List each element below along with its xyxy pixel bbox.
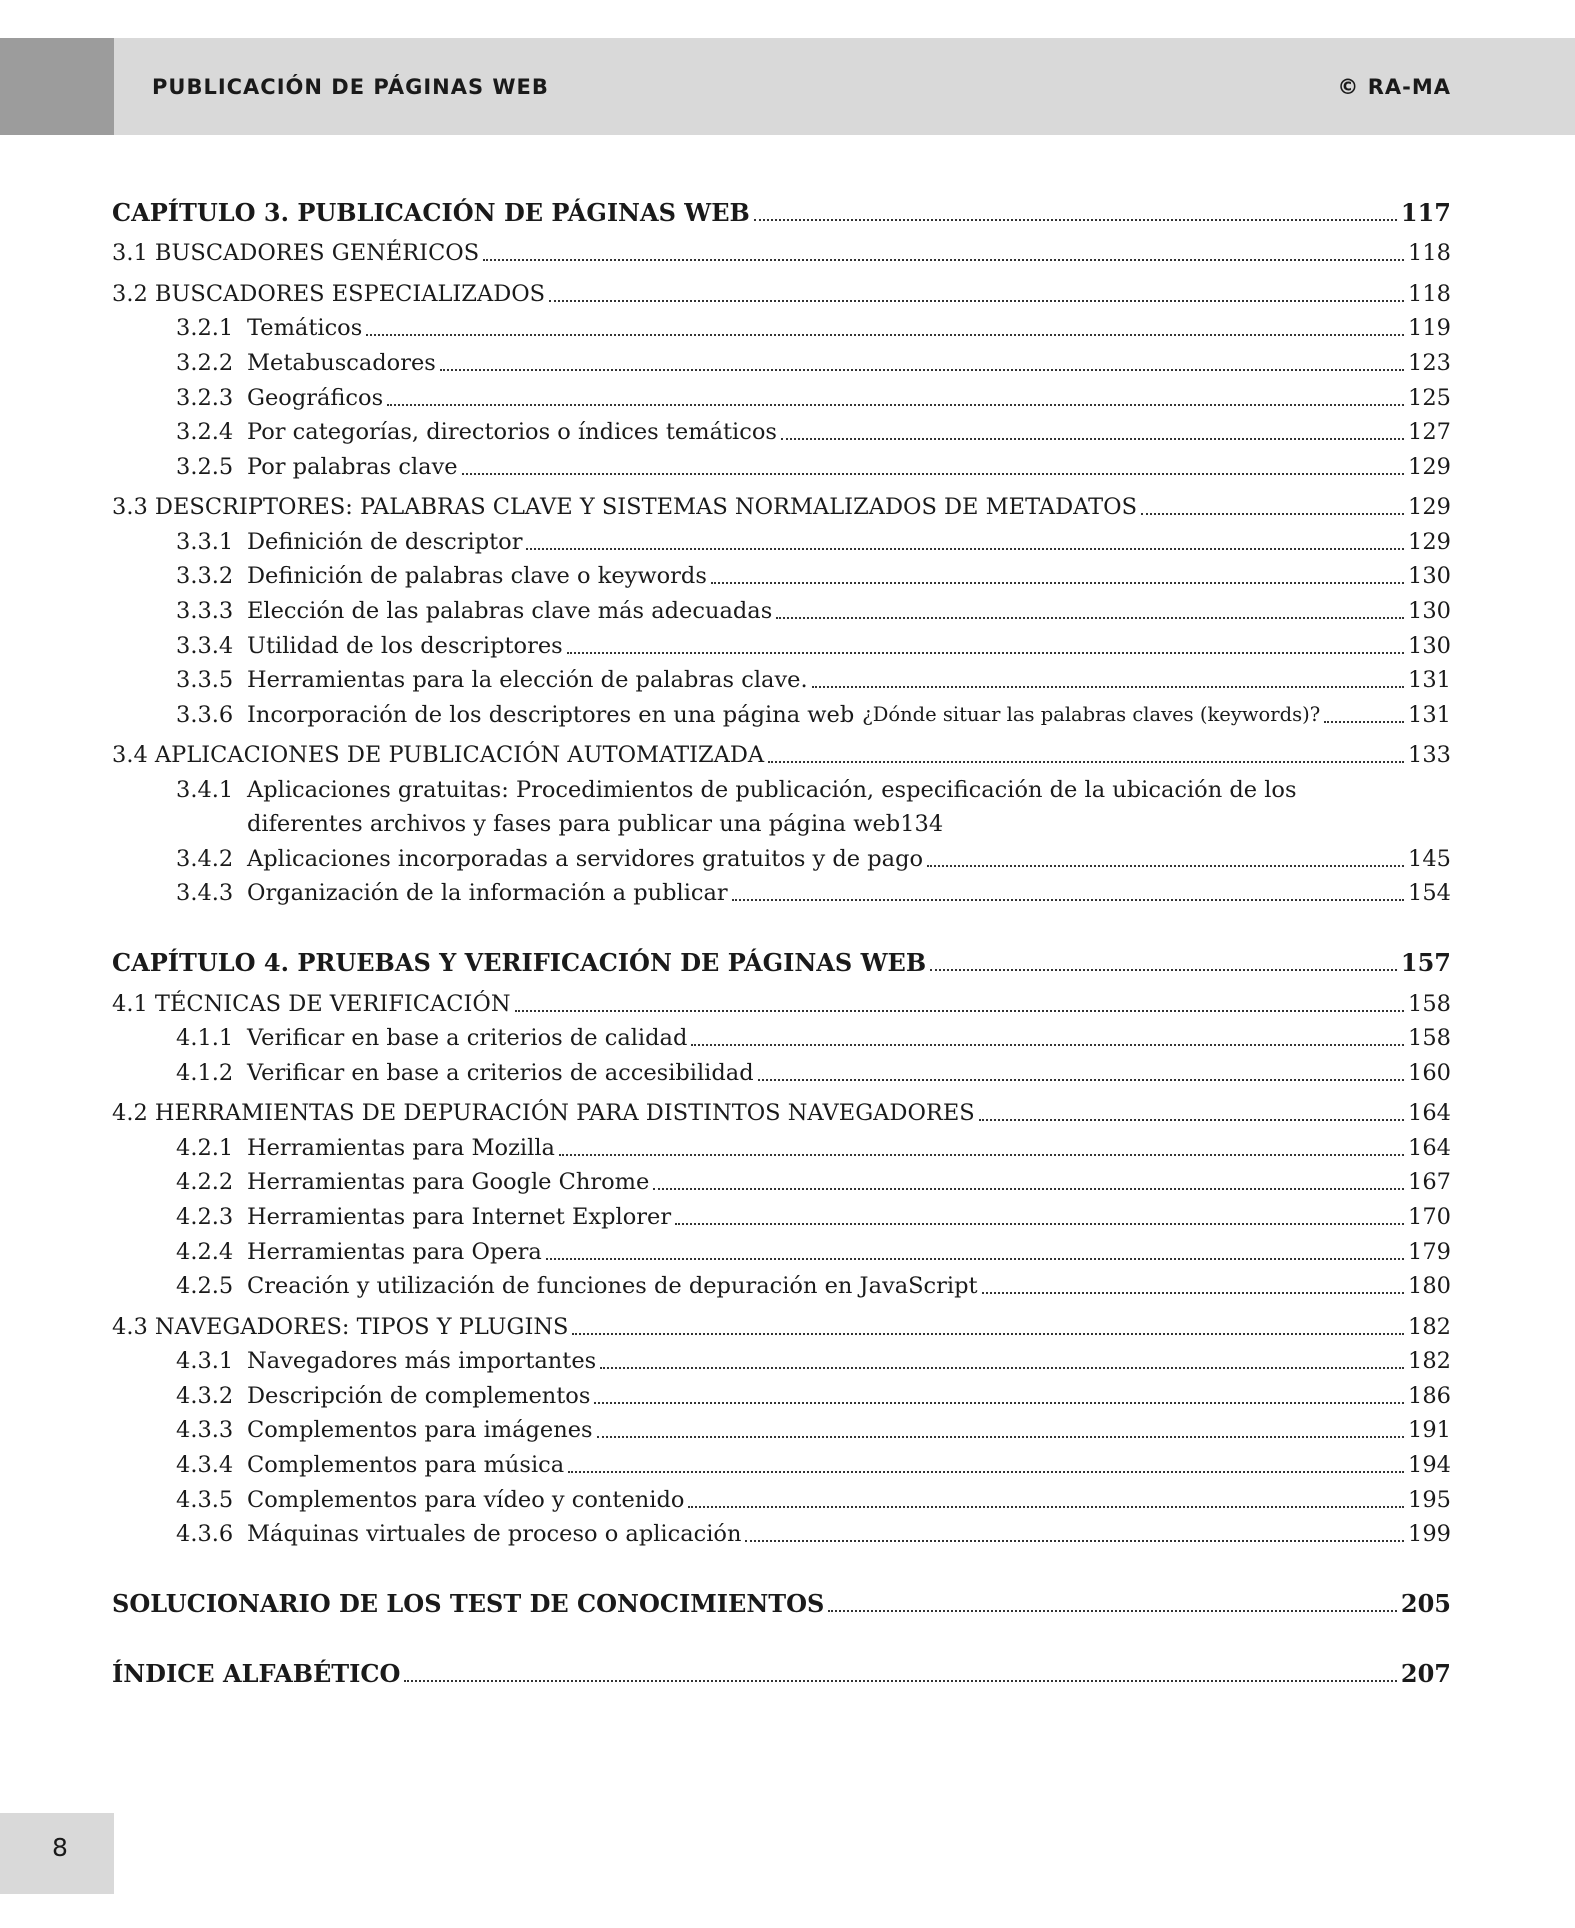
toc-entry-number: 3.4.1 — [176, 776, 234, 803]
toc-section-4-3[interactable] — [112, 1301, 1451, 1341]
toc-entry-title: Complementos para imágenes — [247, 1417, 593, 1444]
toc-subsection[interactable] — [112, 1267, 1451, 1302]
toc-entry-number: 4.3.3 — [176, 1417, 234, 1444]
toc-entry-title: Navegadores más importantes — [247, 1348, 597, 1375]
toc-entry-title: Por categorías, directorios o índices temáticos — [247, 419, 777, 446]
toc-entry-number: 4.2.1 — [176, 1134, 234, 1161]
dot-leader — [653, 1184, 1404, 1190]
toc-entry-page: 129 — [1408, 453, 1451, 480]
toc-entry-title: Definición de palabras clave o keywords — [247, 563, 707, 590]
toc-entry-number: 4.2.4 — [176, 1238, 234, 1265]
toc-section-4-2[interactable] — [112, 1088, 1451, 1128]
toc-subsection[interactable] — [112, 1445, 1451, 1480]
dot-leader — [754, 215, 1397, 221]
toc-entry-title: Herramientas para Google Chrome — [247, 1169, 650, 1196]
dot-leader — [688, 1502, 1404, 1508]
dot-leader — [387, 400, 1404, 406]
toc-entry-number: 4.2.5 — [176, 1273, 234, 1300]
dot-leader — [567, 648, 1404, 654]
toc-subsection[interactable] — [112, 1480, 1451, 1515]
dot-leader — [691, 1040, 1404, 1046]
toc-entry-title-small: ¿Dónde situar las palabras claves (keywords)? — [862, 702, 1321, 726]
toc-entry-title: Elección de las palabras clave más adecuadas — [247, 597, 773, 624]
toc-entry-page: 129 — [1408, 528, 1451, 555]
toc-entry-page: 129 — [1408, 494, 1451, 521]
toc-entry-page: 154 — [1408, 880, 1451, 907]
toc-entry-page: 160 — [1408, 1059, 1451, 1086]
toc-entry-page: 118 — [1408, 240, 1451, 267]
toc-entry-title: 3.1 BUSCADORES GENÉRICOS — [112, 240, 480, 267]
dot-leader — [546, 1254, 1404, 1260]
toc-entry-page: 130 — [1408, 632, 1451, 659]
running-header-publisher: © RA-MA — [1337, 75, 1451, 99]
toc-entry-page: 164 — [1408, 1100, 1451, 1127]
toc-subsection[interactable] — [112, 695, 1451, 730]
toc-section-3-1[interactable] — [112, 228, 1451, 268]
dot-leader — [675, 1219, 1404, 1225]
toc-entry-number: 4.3.5 — [176, 1486, 234, 1513]
dot-leader — [515, 1006, 1405, 1012]
toc-entry-page: 130 — [1408, 563, 1451, 590]
toc-entry-title: Complementos para vídeo y contenido — [247, 1486, 685, 1513]
toc-entry-page: 127 — [1408, 419, 1451, 446]
dot-leader — [927, 861, 1404, 867]
toc-entry-page: 180 — [1408, 1273, 1451, 1300]
toc-entry-number: 3.4.2 — [176, 845, 234, 872]
toc-entry-title: 3.4 APLICACIONES DE PUBLICACIÓN AUTOMATIZADA — [112, 742, 765, 769]
toc-entry-number: 4.1.1 — [176, 1025, 234, 1052]
toc-subsection[interactable] — [112, 1019, 1451, 1054]
toc-entry-title: Temáticos — [247, 315, 363, 342]
toc-entry-page: 118 — [1408, 280, 1451, 307]
toc-entry-page: 195 — [1408, 1486, 1451, 1513]
toc-entry-page: 125 — [1408, 384, 1451, 411]
toc-entry-title: Metabuscadores — [247, 349, 436, 376]
dot-leader — [982, 1288, 1405, 1294]
toc-entry-page: 119 — [1408, 315, 1451, 342]
toc-subsection[interactable] — [112, 343, 1451, 378]
toc-subsection[interactable] — [112, 1053, 1451, 1088]
toc-entry-title-line2: diferentes archivos y fases para publicar una página web — [247, 811, 901, 838]
dot-leader — [572, 1329, 1404, 1335]
toc-entry-title: Por palabras clave — [247, 453, 458, 480]
toc-subsection[interactable] — [112, 1163, 1451, 1198]
dot-leader — [483, 255, 1404, 261]
header-tab — [0, 38, 114, 135]
toc-entry-number: 3.2.4 — [176, 419, 234, 446]
toc-entry-page: 145 — [1408, 845, 1451, 872]
toc-entry-number: 4.2.2 — [176, 1169, 234, 1196]
toc-entry-title: Incorporación de los descriptores en una página web — [247, 701, 855, 728]
dot-leader — [732, 895, 1404, 901]
table-of-contents — [112, 188, 1451, 1689]
toc-entry-title: 4.3 NAVEGADORES: TIPOS Y PLUGINS — [112, 1313, 569, 1340]
toc-subsection[interactable] — [112, 1515, 1451, 1550]
toc-entry-title: 3.2 BUSCADORES ESPECIALIZADOS — [112, 280, 546, 307]
toc-entry-number: 3.3.5 — [176, 667, 234, 694]
toc-solucionario[interactable] — [112, 1549, 1451, 1619]
dot-leader — [828, 1606, 1397, 1612]
dot-leader — [366, 330, 1404, 336]
toc-entry-page: 182 — [1408, 1348, 1451, 1375]
toc-entry-page: 117 — [1400, 198, 1451, 227]
toc-entry-title: Geográficos — [247, 384, 384, 411]
toc-entry-number: 4.3.2 — [176, 1382, 234, 1409]
dot-leader — [711, 578, 1404, 584]
dot-leader — [594, 1398, 1404, 1404]
dot-leader — [812, 682, 1404, 688]
toc-entry-title: Definición de descriptor — [247, 528, 523, 555]
toc-entry-title-line1: Aplicaciones gratuitas: Procedimientos de publicación, especificación de la ubicación de los — [247, 776, 1297, 803]
toc-entry-page: 194 — [1408, 1451, 1451, 1478]
toc-entry-number: 3.2.1 — [176, 315, 234, 342]
toc-subsection[interactable] — [112, 309, 1451, 344]
toc-entry-page: 186 — [1408, 1382, 1451, 1409]
dot-leader — [440, 365, 1404, 371]
dot-leader — [600, 1363, 1404, 1369]
toc-entry-page: 205 — [1400, 1589, 1451, 1619]
dot-leader — [526, 544, 1404, 550]
toc-entry-page: 123 — [1408, 349, 1451, 376]
toc-entry-title: Herramientas para la elección de palabras clave. — [247, 667, 808, 694]
toc-entry-page: 191 — [1408, 1417, 1451, 1444]
toc-entry-title: 4.1 TÉCNICAS DE VERIFICACIÓN — [112, 990, 511, 1017]
dot-leader — [768, 757, 1404, 763]
toc-entry-number: 3.4.3 — [176, 880, 234, 907]
toc-entry-page: 182 — [1408, 1313, 1451, 1340]
toc-section-4-1[interactable] — [112, 978, 1451, 1018]
toc-subsection-multiline[interactable] — [112, 770, 1451, 839]
toc-entry-page: 157 — [1400, 948, 1451, 978]
toc-entry-title: Organización de la información a publicar — [247, 880, 728, 907]
toc-entry-title: Descripción de complementos — [247, 1382, 591, 1409]
toc-subsection[interactable] — [112, 1342, 1451, 1377]
toc-entry-number: 4.3.6 — [176, 1521, 234, 1548]
toc-entry-number: 3.2.3 — [176, 384, 234, 411]
toc-entry-title: CAPÍTULO 4. PRUEBAS Y VERIFICACIÓN DE PÁGINAS WEB — [112, 948, 927, 978]
toc-entry-page: 133 — [1408, 742, 1451, 769]
toc-entry-page: 199 — [1408, 1521, 1451, 1548]
running-header-title: PUBLICACIÓN DE PÁGINAS WEB — [152, 75, 549, 99]
toc-entry-number: 3.3.2 — [176, 563, 234, 590]
toc-subsection[interactable] — [112, 626, 1451, 661]
dot-leader — [776, 613, 1404, 619]
toc-section-3-3[interactable] — [112, 482, 1451, 522]
toc-entry-page: 167 — [1408, 1169, 1451, 1196]
dot-leader — [462, 469, 1404, 475]
dot-leader — [559, 1150, 1404, 1156]
toc-entry-number: 3.2.2 — [176, 349, 234, 376]
toc-entry-number: 4.2.3 — [176, 1204, 234, 1231]
toc-entry-page: 207 — [1400, 1659, 1451, 1689]
toc-entry-page: 131 — [1408, 667, 1451, 694]
toc-entry-page: 134 — [900, 811, 944, 838]
toc-entry-title: Herramientas para Opera — [247, 1238, 542, 1265]
toc-entry-page: 158 — [1408, 1025, 1451, 1052]
toc-subsection[interactable] — [112, 1128, 1451, 1163]
toc-entry-number: 3.3.1 — [176, 528, 234, 555]
toc-entry-title: 3.3 DESCRIPTORES: PALABRAS CLAVE Y SISTEMAS NORMALIZADOS DE METADATOS — [112, 494, 1138, 521]
toc-subsection[interactable] — [112, 378, 1451, 413]
toc-entry-title: Máquinas virtuales de proceso o aplicación — [247, 1521, 742, 1548]
toc-subsection[interactable] — [112, 874, 1451, 909]
toc-subsection[interactable] — [112, 522, 1451, 557]
toc-entry-title: Herramientas para Mozilla — [247, 1134, 555, 1161]
toc-subsection[interactable] — [112, 1232, 1451, 1267]
toc-subsection[interactable] — [112, 413, 1451, 448]
toc-entry-page: 164 — [1408, 1134, 1451, 1161]
toc-chapter-3[interactable] — [112, 188, 1451, 228]
toc-entry-title: CAPÍTULO 3. PUBLICACIÓN DE PÁGINAS WEB — [112, 198, 750, 227]
toc-subsection[interactable] — [112, 557, 1451, 592]
dot-leader — [781, 434, 1404, 440]
toc-entry-number: 3.3.4 — [176, 632, 234, 659]
dot-leader — [930, 965, 1397, 971]
toc-entry-number: 3.2.5 — [176, 453, 234, 480]
dot-leader — [979, 1115, 1404, 1121]
toc-entry-title: Aplicaciones incorporadas a servidores gratuitos y de pago — [247, 845, 924, 872]
toc-entry-page: 179 — [1408, 1238, 1451, 1265]
toc-section-3-4[interactable] — [112, 730, 1451, 770]
dot-leader — [1324, 717, 1404, 723]
toc-entry-title: Verificar en base a criterios de calidad — [247, 1025, 688, 1052]
toc-entry-page: 158 — [1408, 990, 1451, 1017]
toc-entry-title: 4.2 HERRAMIENTAS DE DEPURACIÓN PARA DISTINTOS NAVEGADORES — [112, 1100, 975, 1127]
dot-leader — [549, 296, 1404, 302]
dot-leader — [745, 1536, 1404, 1542]
toc-entry-number: 4.3.1 — [176, 1348, 234, 1375]
toc-entry-title: Complementos para música — [247, 1451, 565, 1478]
toc-chapter-4[interactable] — [112, 908, 1451, 978]
toc-subsection[interactable] — [112, 1197, 1451, 1232]
page-number: 8 — [52, 1833, 68, 1862]
toc-indice-alfabetico[interactable] — [112, 1619, 1451, 1689]
toc-subsection[interactable] — [112, 591, 1451, 626]
toc-entry-page: 131 — [1408, 701, 1451, 728]
toc-entry-title: Herramientas para Internet Explorer — [247, 1204, 672, 1231]
dot-leader — [1141, 509, 1404, 515]
toc-entry-page: 130 — [1408, 597, 1451, 624]
toc-subsection[interactable] — [112, 661, 1451, 696]
toc-section-3-2[interactable] — [112, 268, 1451, 308]
toc-entry-number: 4.1.2 — [176, 1059, 234, 1086]
toc-entry-number: 3.3.6 — [176, 701, 234, 728]
toc-subsection[interactable] — [112, 1411, 1451, 1446]
dot-leader — [568, 1467, 1404, 1473]
toc-entry-title: Creación y utilización de funciones de depuración en JavaScript — [247, 1273, 978, 1300]
toc-subsection[interactable] — [112, 447, 1451, 482]
toc-entry-number: 4.3.4 — [176, 1451, 234, 1478]
toc-entry-page: 170 — [1408, 1204, 1451, 1231]
toc-subsection[interactable] — [112, 839, 1451, 874]
toc-entry-title: ÍNDICE ALFABÉTICO — [112, 1659, 401, 1689]
dot-leader — [597, 1432, 1404, 1438]
toc-entry-title: Verificar en base a criterios de accesibilidad — [247, 1059, 754, 1086]
toc-entry-number: 3.3.3 — [176, 597, 234, 624]
dot-leader — [758, 1075, 1404, 1081]
toc-subsection[interactable] — [112, 1376, 1451, 1411]
toc-entry-title: Utilidad de los descriptores — [247, 632, 563, 659]
toc-entry-title: SOLUCIONARIO DE LOS TEST DE CONOCIMIENTOS — [112, 1589, 825, 1619]
dot-leader — [404, 1676, 1397, 1682]
